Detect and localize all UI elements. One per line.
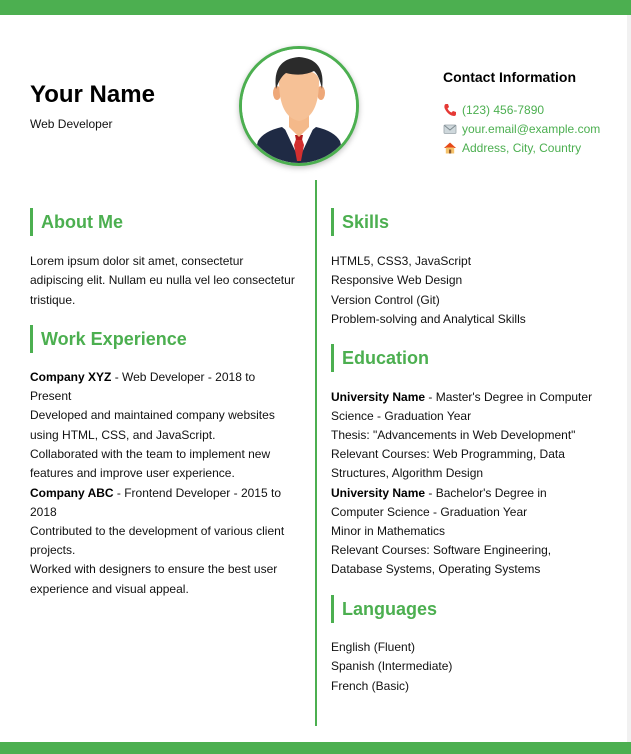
education-degree: - Bachelor's Degree in <box>425 486 547 500</box>
languages-heading: Languages <box>331 595 437 623</box>
right-edge-strip <box>627 15 631 742</box>
education-line: Minor in Mathematics <box>331 524 446 538</box>
skills-heading: Skills <box>331 208 389 236</box>
education-school: University Name <box>331 486 426 500</box>
top-accent-bar <box>0 0 631 15</box>
job-line: features and improve user experience. <box>30 466 235 480</box>
about-line: tristique. <box>30 293 76 307</box>
job-line: using HTML, CSS, and JavaScript. <box>30 428 216 442</box>
contact-address-text: Address, City, Country <box>462 141 582 155</box>
work-heading: Work Experience <box>30 325 187 353</box>
education-heading-line <box>331 388 592 407</box>
skill-item: Version Control (Git) <box>331 293 440 307</box>
job-line: Developed and maintained company websites <box>30 408 275 422</box>
job-line: experience and visual appeal. <box>30 582 189 596</box>
education-line: Science - Graduation Year <box>331 409 472 423</box>
about-line: adipiscing elit. Nullam eu nulla vel leo consectetur <box>30 273 295 287</box>
job-line: Contributed to the development of various client <box>30 524 285 538</box>
phone-icon <box>443 103 457 117</box>
job-line: Worked with designers to ensure the best user <box>30 562 278 576</box>
education-school: University Name <box>331 390 426 404</box>
education-heading-line <box>331 484 547 503</box>
language-item: Spanish (Intermediate) <box>331 659 453 673</box>
education-line: Relevant Courses: Software Engineering, <box>331 543 552 557</box>
skill-item: Problem-solving and Analytical Skills <box>331 312 526 326</box>
education-line: Database Systems, Operating Systems <box>331 562 541 576</box>
column-divider <box>315 180 317 726</box>
contact-phone-text: (123) 456-7890 <box>462 103 545 117</box>
education-line: Relevant Courses: Web Programming, Data <box>331 447 565 461</box>
bottom-accent-bar <box>0 742 631 754</box>
skill-item: Responsive Web Design <box>331 273 463 287</box>
job-heading-cont: Present <box>30 389 72 403</box>
mail-icon <box>443 122 457 136</box>
person-avatar-icon <box>242 49 356 163</box>
about-heading: About Me <box>30 208 123 236</box>
job-line: projects. <box>30 543 76 557</box>
job-company: Company ABC <box>30 486 114 500</box>
about-line: Lorem ipsum dolor sit amet, consectetur <box>30 254 244 268</box>
education-heading: Education <box>331 344 429 372</box>
job-company: Company XYZ <box>30 370 112 384</box>
skill-item: HTML5, CSS3, JavaScript <box>331 254 472 268</box>
education-line: Structures, Algorithm Design <box>331 466 484 480</box>
education-line: Thesis: "Advancements in Web Development" <box>331 428 576 442</box>
resume-role: Web Developer <box>30 117 113 131</box>
job-heading <box>30 368 255 387</box>
language-item: French (Basic) <box>331 679 410 693</box>
job-heading-cont: 2018 <box>30 505 57 519</box>
avatar <box>239 46 359 166</box>
contact-title: Contact Information <box>443 69 576 85</box>
job-title-dates: - Frontend Developer - 2015 to <box>113 486 281 500</box>
education-line: Computer Science - Graduation Year <box>331 505 528 519</box>
education-degree: - Master's Degree in Computer <box>425 390 593 404</box>
job-title-dates: - Web Developer - 2018 to <box>111 370 256 384</box>
contact-email-text: your.email@example.com <box>462 122 601 136</box>
home-icon <box>443 141 457 155</box>
language-item: English (Fluent) <box>331 640 416 654</box>
job-line: Collaborated with the team to implement new <box>30 447 271 461</box>
resume-name: Your Name <box>30 81 155 108</box>
contact-phone[interactable] <box>443 103 544 117</box>
contact-email[interactable] <box>443 122 600 136</box>
contact-address[interactable] <box>443 141 581 155</box>
job-heading <box>30 484 281 503</box>
